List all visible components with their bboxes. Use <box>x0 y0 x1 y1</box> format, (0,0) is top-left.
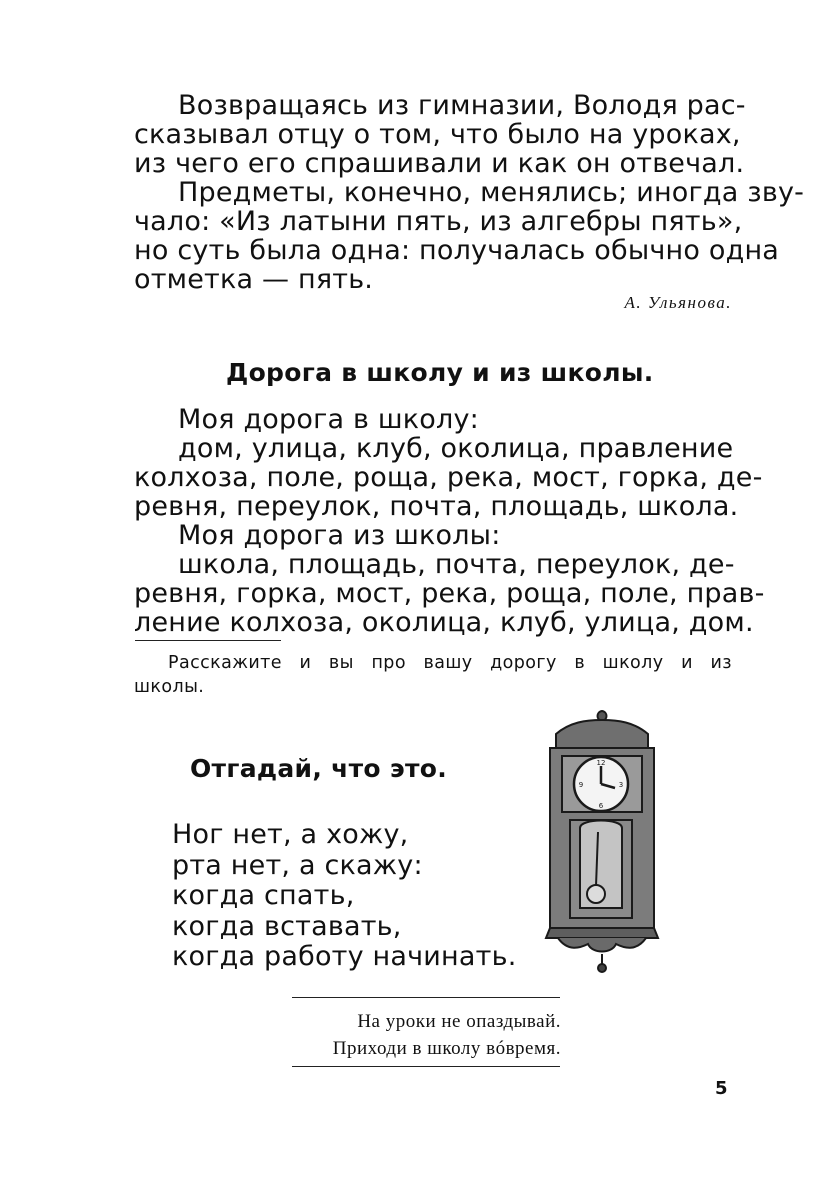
riddle-line: когда вставать, <box>172 910 402 942</box>
svg-text:9: 9 <box>578 781 584 789</box>
motto-top-rule <box>292 997 560 998</box>
story-line: но суть была одна: получалась обычно одна <box>134 235 780 266</box>
riddle-line: рта нет, а скажу: <box>172 849 423 881</box>
story-author: А. Ульянова. <box>624 293 732 312</box>
road-line: Моя дорога из школы: <box>178 520 501 551</box>
road-line: ление колхоза, околица, клуб, улица, дом. <box>134 607 754 638</box>
motto-line: На уроки не опаздывай. <box>357 1011 561 1032</box>
story-line: отметка — пять. <box>134 264 374 295</box>
motto-bottom-rule <box>292 1066 560 1067</box>
road-text <box>134 404 765 638</box>
story-line: Предметы, конечно, менялись; иногда зву- <box>178 177 805 208</box>
riddle-title: Отгадай, что это. <box>190 754 448 783</box>
road-line: колхоза, поле, роща, река, мост, горка, де- <box>134 462 763 493</box>
section-divider <box>135 640 281 641</box>
story-line: сказывал отцу о том, что было на уроках, <box>134 119 741 150</box>
road-line: ревня, переулок, почта, площадь, школа. <box>134 491 739 522</box>
page-number: 5 <box>715 1078 728 1099</box>
road-line: Моя дорога в школу: <box>178 404 479 435</box>
road-task-line: Расскажите и вы про вашу дорогу в школу и из <box>168 653 732 673</box>
svg-text:12: 12 <box>596 759 606 767</box>
road-title: Дорога в школу и из школы. <box>226 358 654 387</box>
road-task <box>134 651 732 699</box>
story-line: чало: «Из латыни пять, из алгебры пять», <box>134 206 743 237</box>
road-line: школа, площадь, почта, переулок, де- <box>178 549 735 580</box>
riddle-poem <box>172 820 516 973</box>
road-line: дом, улица, клуб, околица, правление <box>178 433 734 464</box>
riddle-line: когда работу начинать. <box>172 941 517 972</box>
wall-clock-illustration <box>536 708 666 973</box>
motto <box>280 1008 561 1062</box>
svg-text:6: 6 <box>598 802 604 810</box>
story-line: Возвращаясь из гимназии, Володя рас- <box>178 90 746 121</box>
story-line: из чего его спрашивали и как он отвечал. <box>134 148 745 179</box>
svg-text:3: 3 <box>618 781 624 789</box>
road-line: ревня, горка, мост, река, роща, поле, прав- <box>134 578 765 609</box>
motto-line: Приходи в школу вóвремя. <box>332 1038 561 1059</box>
road-task-line: школы. <box>134 677 205 697</box>
story-paragraph <box>134 90 805 295</box>
riddle-line: Ног нет, а хожу, <box>172 819 409 850</box>
riddle-line: когда спать, <box>172 880 355 911</box>
